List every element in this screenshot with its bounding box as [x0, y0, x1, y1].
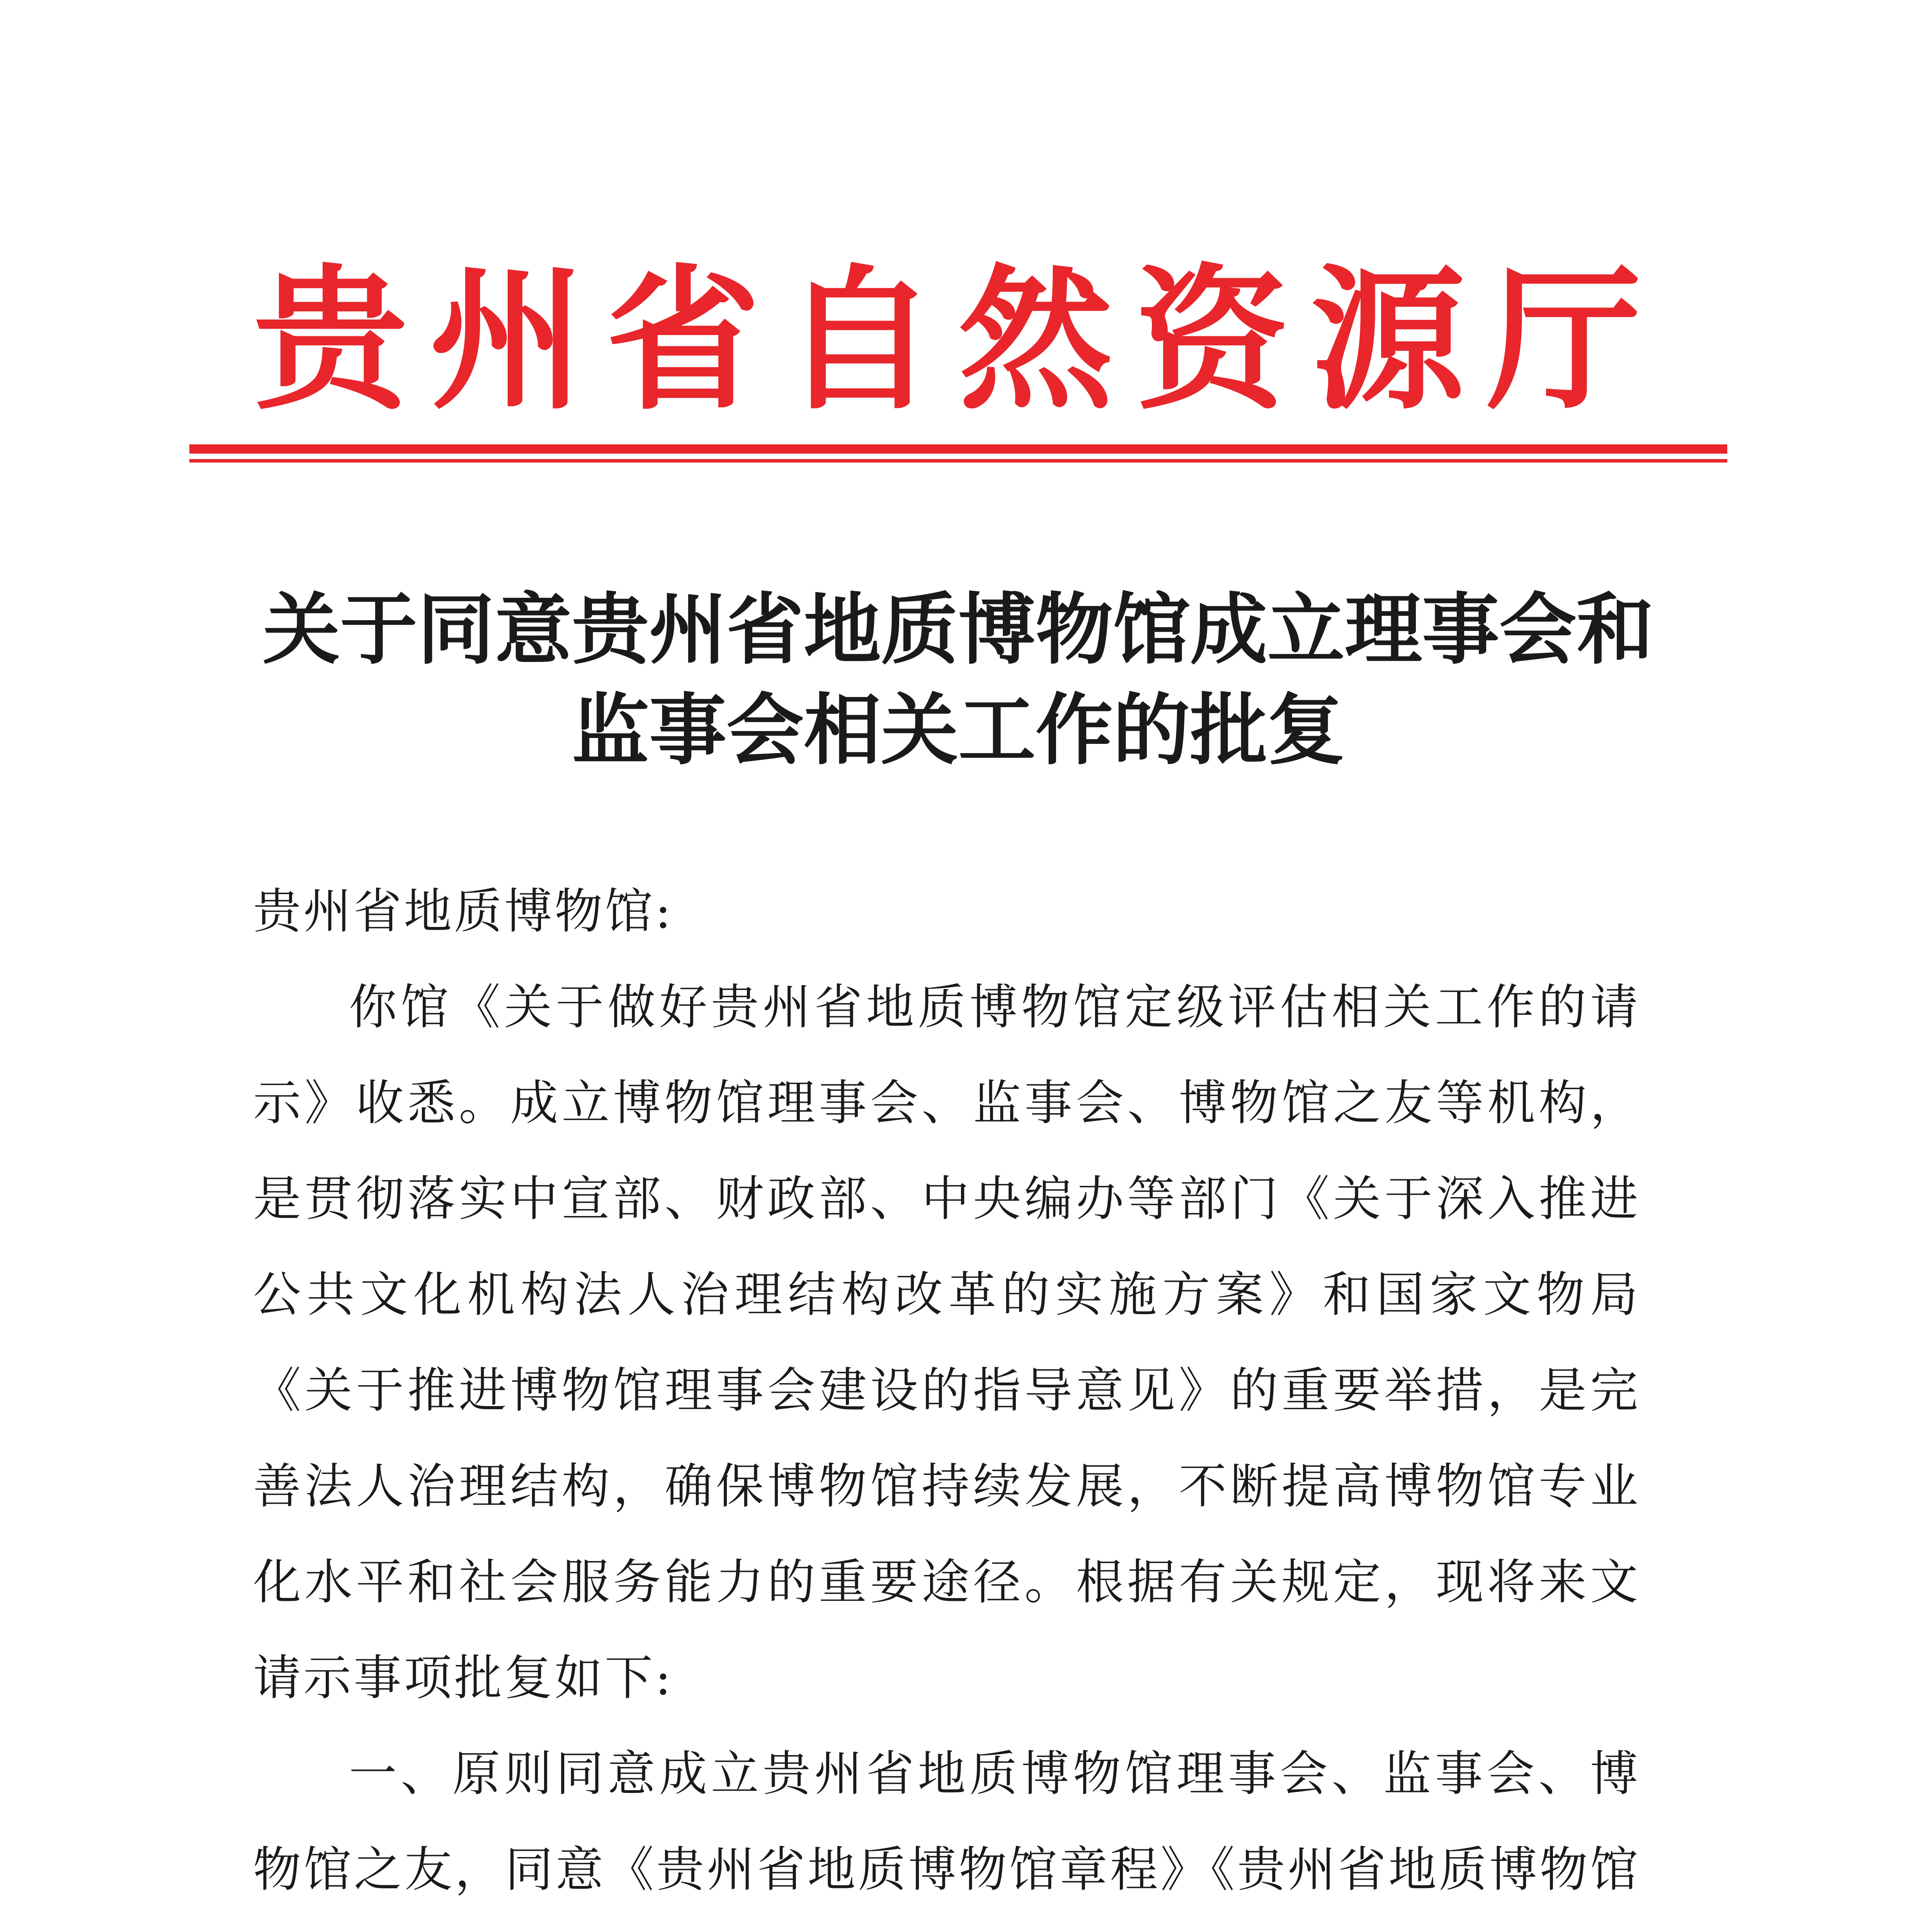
title-line-1: 关于同意贵州省地质博物馆成立理事会和: [262, 584, 1654, 675]
document-body: [253, 864, 1640, 1932]
title-line-2: 监事会相关工作的批复: [572, 685, 1345, 776]
recipient: 贵州省地质博物馆:: [253, 884, 674, 939]
header-rule-thin: [189, 459, 1727, 463]
issuer-masthead: 贵州省自然资源厅: [253, 249, 1663, 431]
document-title: [216, 580, 1700, 781]
paragraph-intro: 你馆《关于做好贵州省地质博物馆定级评估相关工作的请示》收悉。成立博物馆理事会、监事会、博物馆之友等机构，是贯彻落实中宣部、财政部、中央编办等部门《关于深入推进公共文化机构法人治理结构改革的实施方案》和国家文物局《关于推进博物馆理事会建设的指导意见》的重要举措，是完善法人治理结构，确保博物馆持续发展，不断提高博物馆专业化水平和社会服务能力的重要途径。根据有关规定，现将来文请示事项批复如下:: [253, 980, 1640, 1706]
paragraph-item-1: 一、原则同意成立贵州省地质博物馆理事会、监事会、博物馆之友，同意《贵州省地质博物馆章程》《贵州省地质博物馆: [253, 1746, 1640, 1898]
header-rule-thick: [189, 444, 1727, 454]
